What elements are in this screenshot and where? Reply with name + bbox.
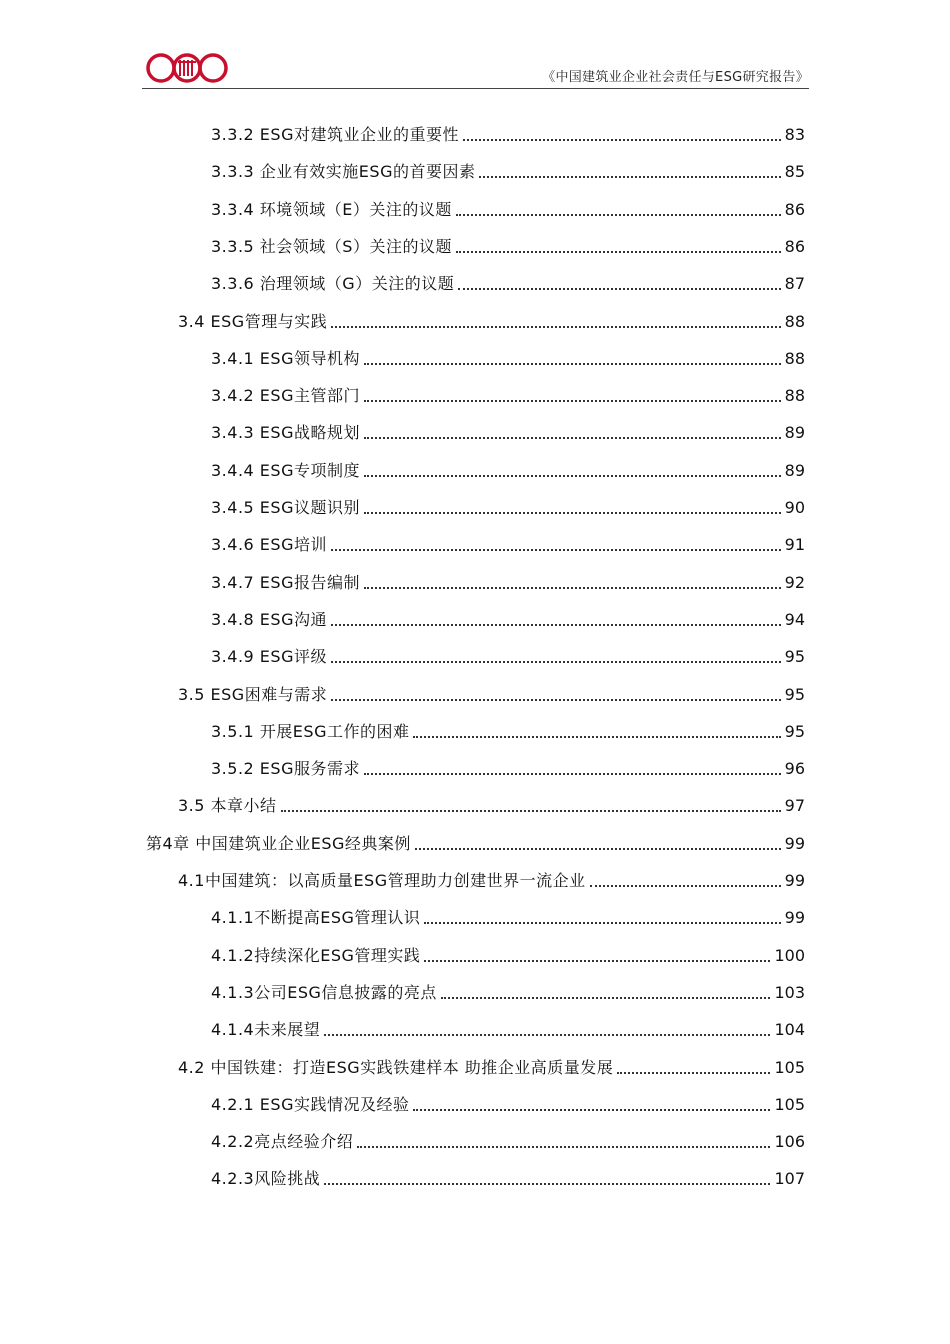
toc-entry-label: 4.1.2持续深化ESG管理实践 [211, 946, 421, 965]
toc-entry[interactable] [211, 420, 805, 444]
toc-entry-label: 3.4.7 ESG报告编制 [211, 573, 360, 592]
toc-entry[interactable] [211, 980, 805, 1004]
dot-leader [441, 997, 771, 999]
toc-entry[interactable] [178, 793, 805, 817]
toc-entry-page-number: 99 [784, 908, 805, 927]
toc-entry-label: 3.3.3 企业有效实施ESG的首要因素 [211, 162, 476, 181]
page-header [142, 48, 809, 90]
toc-entry[interactable] [211, 159, 805, 183]
dot-leader [324, 1183, 770, 1185]
toc-entry-label: 4.1.3公司ESG信息披露的亮点 [211, 983, 437, 1002]
toc-entry[interactable] [178, 1055, 805, 1079]
toc-entry-label: 3.4.6 ESG培训 [211, 535, 327, 554]
toc-entry-page-number: 103 [774, 983, 805, 1002]
toc-entry[interactable] [211, 346, 805, 370]
toc-entry-page-number: 89 [784, 461, 805, 480]
toc-entry-label: 3.3.5 社会领域（S）关注的议题 [211, 237, 452, 256]
dot-leader [424, 960, 770, 962]
toc-entry-page-number: 83 [784, 125, 805, 144]
toc-entry-label: 3.4.8 ESG沟通 [211, 610, 327, 629]
dot-leader [331, 624, 781, 626]
toc-entry-page-number: 100 [774, 946, 805, 965]
toc-entry-page-number: 86 [784, 200, 805, 219]
dot-leader [331, 661, 781, 663]
toc-entry[interactable] [211, 943, 805, 967]
toc-entry[interactable] [211, 1129, 805, 1153]
dot-leader [458, 288, 780, 290]
toc-entry-label: 3.3.2 ESG对建筑业企业的重要性 [211, 125, 459, 144]
dot-leader [456, 214, 781, 216]
toc-entry-page-number: 106 [774, 1132, 805, 1151]
dot-leader [364, 437, 781, 439]
toc-entry[interactable] [211, 458, 805, 482]
toc-entry-label: 3.5.2 ESG服务需求 [211, 759, 360, 778]
toc-entry[interactable] [211, 1017, 805, 1041]
toc-entry-page-number: 107 [774, 1169, 805, 1188]
dot-leader [479, 176, 780, 178]
toc-entry-page-number: 88 [784, 386, 805, 405]
toc-entry-label: 3.4 ESG管理与实践 [178, 312, 328, 331]
toc-entry-page-number: 91 [784, 535, 805, 554]
dot-leader [364, 475, 781, 477]
toc-entry-page-number: 95 [784, 685, 805, 704]
toc-entry[interactable] [178, 682, 805, 706]
dot-leader [413, 736, 780, 738]
toc-entry-label: 4.2 中国铁建：打造ESG实践铁建样本 助推企业高质量发展 [178, 1058, 614, 1077]
dot-leader [331, 326, 780, 328]
toc-entry-page-number: 97 [784, 796, 805, 815]
toc-entry-label: 3.5 ESG困难与需求 [178, 685, 328, 704]
toc-entry[interactable] [178, 868, 805, 892]
toc-entry-label: 4.1中国建筑：以高质量ESG管理助力创建世界一流企业 [178, 871, 586, 890]
toc-entry[interactable] [178, 309, 805, 333]
dot-leader [364, 773, 781, 775]
toc-entry-label: 4.1.4未来展望 [211, 1020, 321, 1039]
toc-entry[interactable] [211, 644, 805, 668]
toc-entry-label: 3.4.2 ESG主管部门 [211, 386, 360, 405]
dot-leader [463, 139, 781, 141]
toc-entry-page-number: 105 [774, 1095, 805, 1114]
toc-entry[interactable] [211, 1092, 805, 1116]
toc-entry-page-number: 92 [784, 573, 805, 592]
toc-entry-page-number: 86 [784, 237, 805, 256]
dot-leader [331, 699, 780, 701]
toc-entry[interactable] [211, 383, 805, 407]
dot-leader [456, 251, 781, 253]
toc-entry-label: 4.2.1 ESG实践情况及经验 [211, 1095, 410, 1114]
toc-entry-label: 3.4.4 ESG专项制度 [211, 461, 360, 480]
toc-entry-label: 3.4.1 ESG领导机构 [211, 349, 360, 368]
toc-entry-label: 3.4.5 ESG议题识别 [211, 498, 360, 517]
toc-entry[interactable] [211, 719, 805, 743]
toc-entry-page-number: 87 [784, 274, 805, 293]
toc-entry[interactable] [211, 495, 805, 519]
report-title: 《中国建筑业企业社会责任与ESG研究报告》 [542, 70, 809, 85]
toc-entry[interactable] [211, 532, 805, 556]
toc-entry[interactable] [211, 756, 805, 780]
toc-entry-page-number: 95 [784, 722, 805, 741]
toc-entry-label: 3.4.3 ESG战略规划 [211, 423, 360, 442]
toc-entry-label: 4.1.1不断提高ESG管理认识 [211, 908, 421, 927]
dot-leader [364, 512, 781, 514]
toc-entry[interactable] [211, 234, 805, 258]
toc-entry-page-number: 96 [784, 759, 805, 778]
dot-leader [281, 810, 781, 812]
dot-leader [617, 1072, 770, 1074]
toc-entry-label: 3.3.4 环境领域（E）关注的议题 [211, 200, 452, 219]
toc-entry-page-number: 88 [784, 312, 805, 331]
toc-entry[interactable] [211, 1166, 805, 1190]
toc-entry-page-number: 88 [784, 349, 805, 368]
dot-leader [364, 587, 781, 589]
toc-entry-label: 3.5 本章小结 [178, 796, 277, 815]
toc-entry-page-number: 95 [784, 647, 805, 666]
toc-entry[interactable] [211, 271, 805, 295]
dot-leader [357, 1146, 770, 1148]
dot-leader [413, 1109, 770, 1111]
dot-leader [331, 549, 781, 551]
header-divider [142, 88, 809, 89]
dot-leader [590, 885, 781, 887]
toc-entry[interactable] [211, 122, 805, 146]
toc-entry-page-number: 99 [784, 834, 805, 853]
toc-entry[interactable] [211, 905, 805, 929]
toc-entry-label: 3.3.6 治理领域（G）关注的议题 [211, 274, 455, 293]
toc-entry-page-number: 85 [784, 162, 805, 181]
toc-entry-label: 3.4.9 ESG评级 [211, 647, 327, 666]
toc-entry-page-number: 90 [784, 498, 805, 517]
toc-entry-label: 4.2.3风险挑战 [211, 1169, 321, 1188]
dot-leader [324, 1034, 770, 1036]
toc-entry[interactable] [146, 831, 805, 855]
toc-entry[interactable] [211, 197, 805, 221]
dot-leader [415, 848, 781, 850]
toc-entry-label: 4.2.2亮点经验介绍 [211, 1132, 354, 1151]
toc-entry-page-number: 94 [784, 610, 805, 629]
toc-entry-label: 3.5.1 开展ESG工作的困难 [211, 722, 410, 741]
toc-entry-page-number: 104 [774, 1020, 805, 1039]
toc-entry[interactable] [211, 570, 805, 594]
dot-leader [364, 363, 781, 365]
dot-leader [364, 400, 781, 402]
toc-entry-page-number: 89 [784, 423, 805, 442]
toc-entry[interactable] [211, 607, 805, 631]
company-logo [144, 48, 230, 88]
dot-leader [424, 922, 780, 924]
toc-entry-page-number: 99 [784, 871, 805, 890]
toc-entry-page-number: 105 [774, 1058, 805, 1077]
toc-entry-label: 第4章 中国建筑业企业ESG经典案例 [146, 834, 411, 853]
